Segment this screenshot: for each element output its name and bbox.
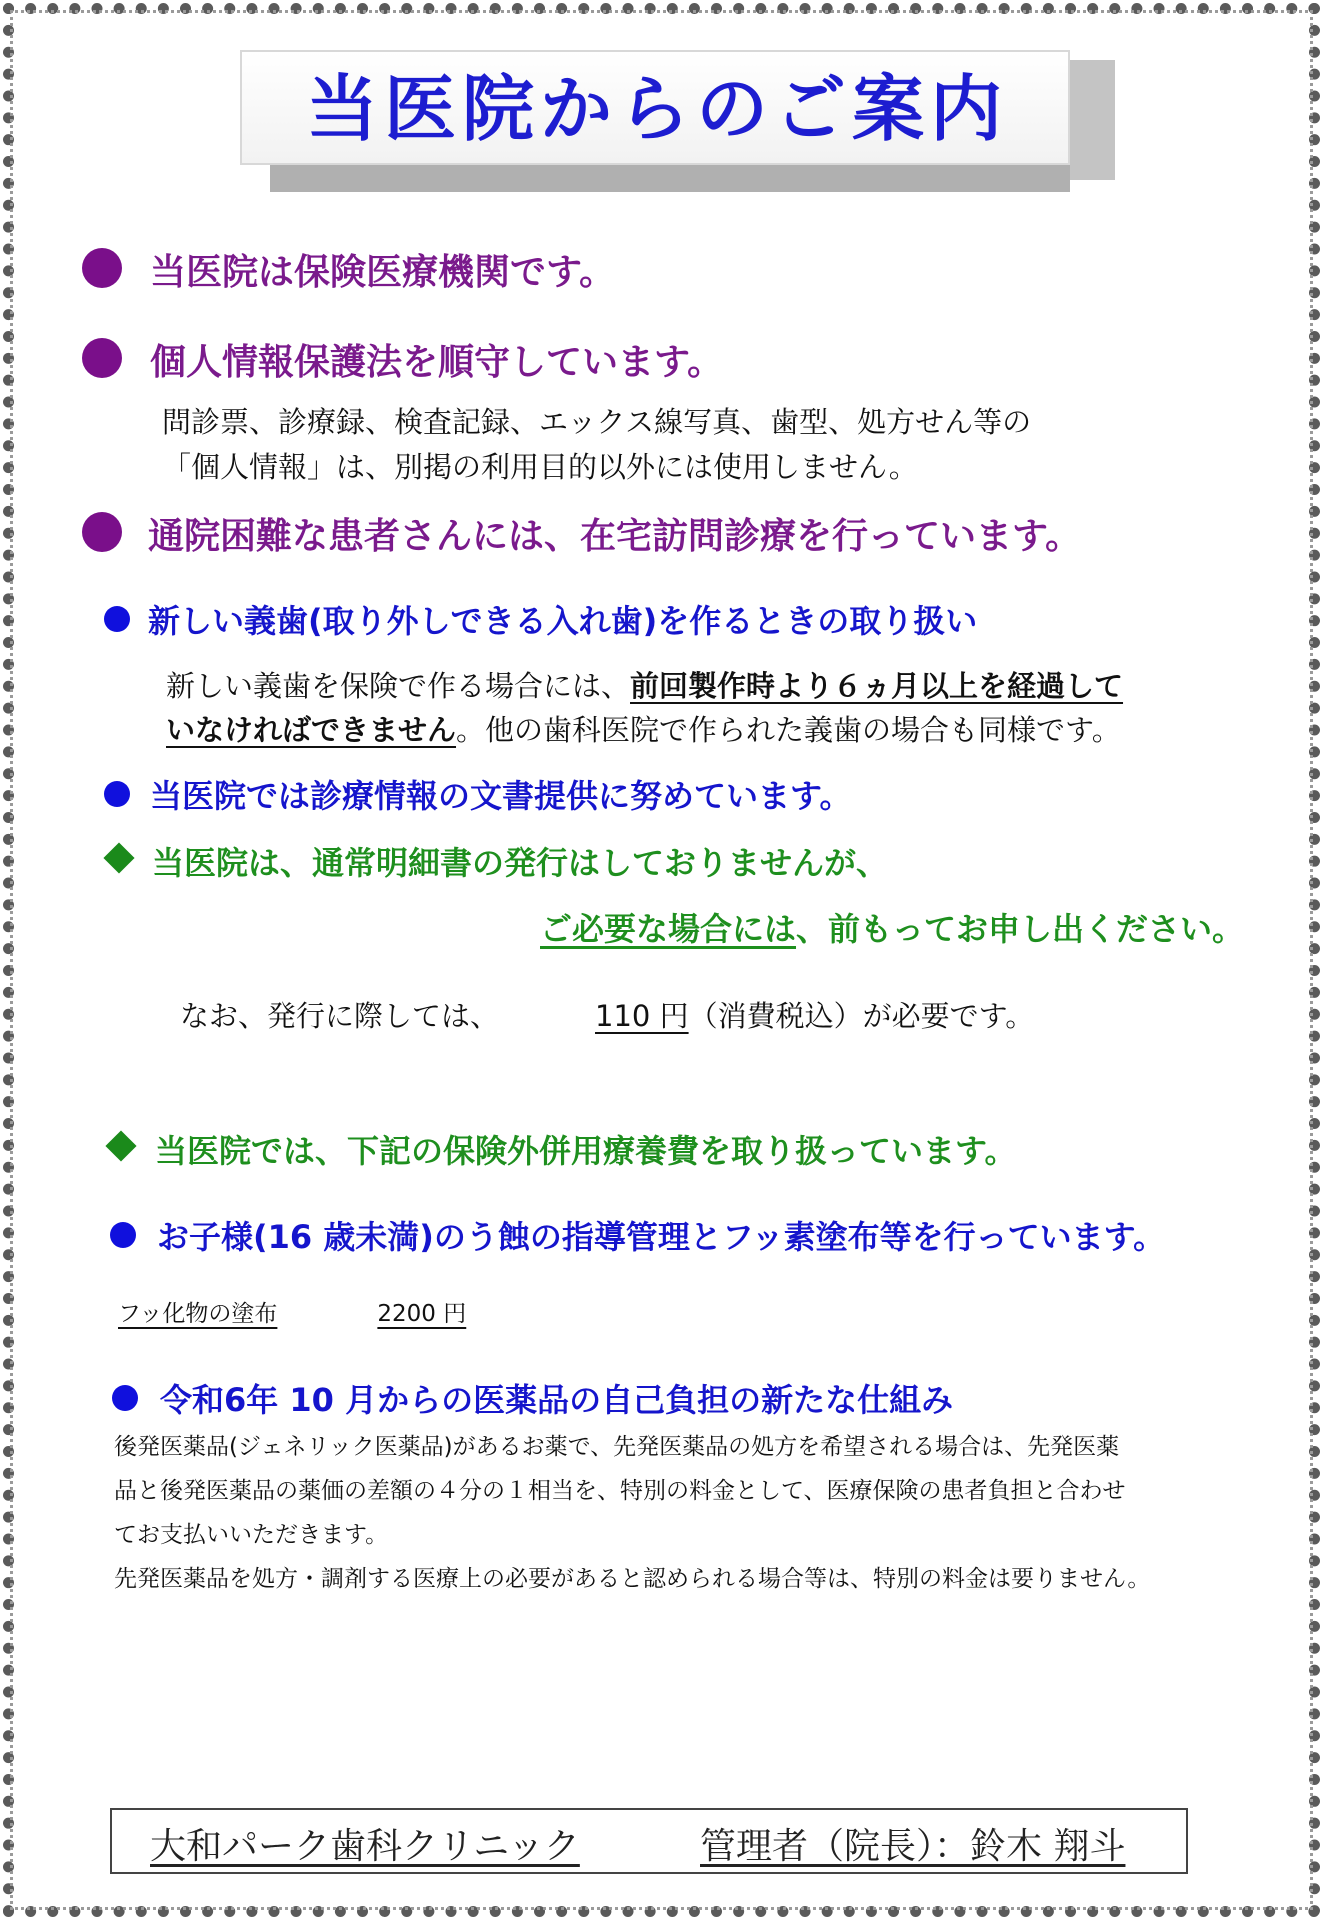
bullet-blue-icon [104,781,130,807]
fluoride-item-price: 2200 円 [377,1301,467,1327]
document-provision-heading: 当医院では診療情報の文書提供に努めています。 [150,777,852,815]
non-insurance-heading: 当医院では、下記の保険外併用療養費を取り扱っています。 [155,1132,1017,1170]
denture-text-underlined-1: 前回製作時より６ヵ月以上を経過して [630,669,1124,703]
statement-request-underlined: ご必要な場合には [540,910,797,948]
fluoride-heading: お子様(16 歳未満)のう蝕の指導管理とフッ素塗布等を行っています。 [157,1218,1166,1256]
page-title: 当医院からのご案内 [305,67,1008,151]
statement-fee-amount: 110 円 [595,999,689,1033]
clinic-manager: 管理者（院長）：鈴木 翔斗 [700,1826,1126,1867]
denture-text-underlined-2: いなければできません [166,713,457,747]
medicine-text-line3: てお支払いいただきます。 [114,1522,389,1548]
bullet-blue-icon [112,1385,138,1411]
medicine-heading: 令和6年 10 月からの医薬品の自己負担の新たな仕組み [160,1381,954,1419]
title-box-shadow-side [1070,60,1115,180]
medicine-text-line1: 後発医薬品(ジェネリック医薬品)があるお薬で、先発医薬品の処方を希望される場合は、先発医薬 [114,1434,1120,1460]
page-border-inner [10,10,1313,1910]
medicine-text-line4: 先発医薬品を処方・調剤する医療上の必要があると認められる場合等は、特別の料金は要りません。 [114,1566,1151,1592]
denture-text-line2 [166,708,1121,749]
bullet-purple-icon [82,512,122,552]
bullet-purple-icon [82,248,122,288]
fluoride-item [118,1295,466,1328]
bullet-blue-icon [104,606,130,632]
statement-fee-pre: なお、発行に際しては、 [180,999,500,1033]
bullet-purple-icon [82,338,122,378]
privacy-text-line1: 問診票、診療録、検査記録、エックス線写真、歯型、処方せん等の [162,405,1032,439]
statement-heading: 当医院は、通常明細書の発行はしておりませんが、 [152,844,889,882]
statement-fee-line [180,994,1034,1035]
privacy-heading: 個人情報保護法を順守しています。 [150,342,724,383]
title-box [240,50,1070,165]
home-visit-heading: 通院困難な患者さんには、在宅訪問診療を行っています。 [148,516,1082,557]
statement-request-line [540,904,1244,950]
footer-box [110,1808,1188,1874]
denture-heading: 新しい義歯(取り外しできる入れ歯)を作るときの取り扱い [148,602,978,640]
bullet-blue-icon [110,1222,136,1248]
privacy-text-line2: 「個人情報」は、別掲の利用目的以外には使用しません。 [162,450,918,484]
denture-text-post: 。他の歯科医院で作られた義歯の場合も同様です。 [456,713,1121,747]
medicine-text-line2: 品と後発医薬品の薬価の差額の４分の１相当を、特別の料金として、医療保険の患者負担と合わせ [114,1478,1126,1504]
denture-text-line1 [166,664,1123,705]
denture-text-pre: 新しい義歯を保険で作る場合には、 [166,669,631,703]
insurance-heading: 当医院は保険医療機関です。 [150,252,616,293]
fluoride-item-label: フッ化物の塗布 [118,1301,278,1327]
statement-request-post: 、前もってお申し出ください。 [796,910,1245,948]
clinic-name: 大和パーク歯科クリニック [150,1826,580,1867]
statement-fee-post: （消費税込）が必要です。 [688,999,1035,1033]
